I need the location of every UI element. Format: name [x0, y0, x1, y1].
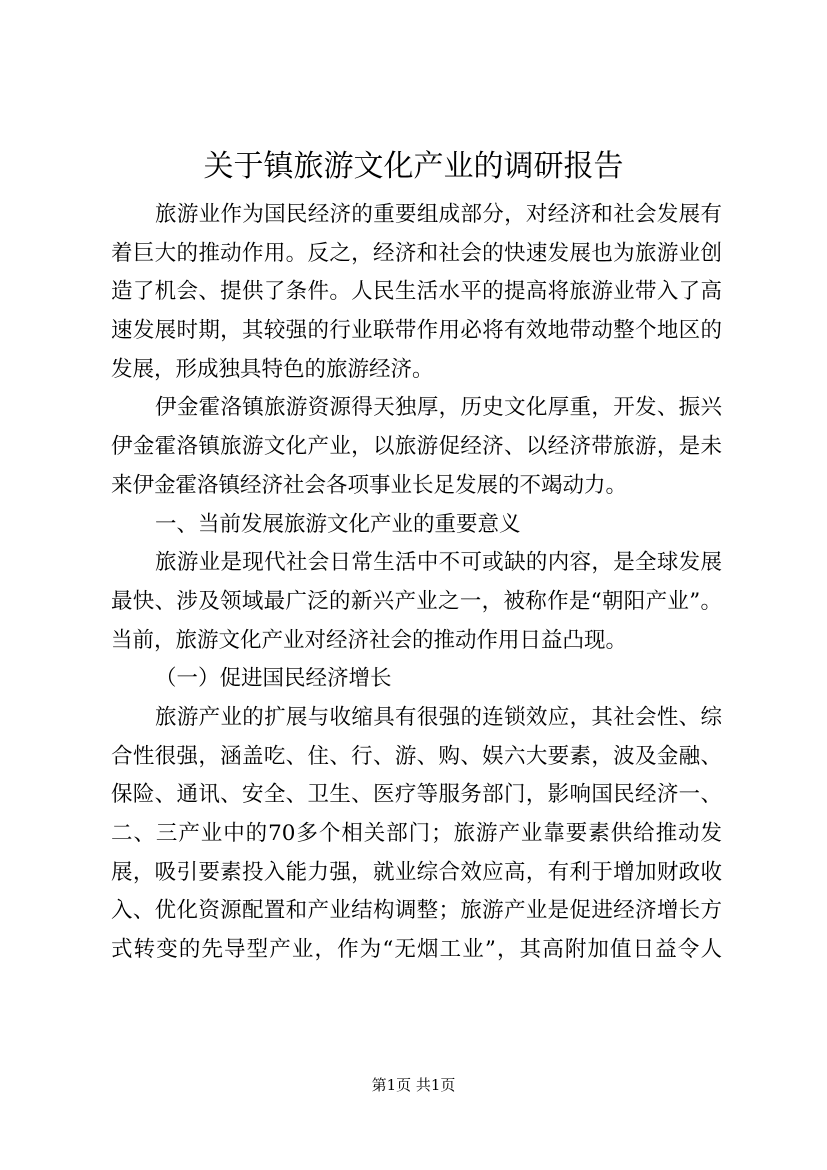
text-line: 式转变的先导型产业，作为“无烟工业”，其高附加值日益令人: [111, 937, 722, 963]
text-line: 来伊金霍洛镇经济社会各项事业长足发展的不竭动力。: [111, 472, 628, 498]
text-line: 旅游产业的扩展与收缩具有很强的连锁效应，其社会性、综: [155, 704, 722, 730]
text-line: 入、优化资源配置和产业结构调整；旅游产业是促进经济增长方: [111, 898, 722, 924]
text-line: 一、当前发展旅游文化产业的重要意义: [155, 511, 521, 537]
text-line: 旅游业是现代社会日常生活中不可或缺的内容，是全球发展: [155, 550, 722, 576]
text-line: 速发展时期，其较强的行业联带作用必将有效地带动整个地区的: [111, 318, 722, 344]
text-line: 伊金霍洛镇旅游资源得天独厚，历史文化厚重，开发、振兴: [155, 395, 722, 421]
text-line: 展，吸引要素投入能力强，就业综合效应高，有利于增加财政收: [111, 859, 722, 885]
text-line: 伊金霍洛镇旅游文化产业，以旅游促经济、以经济带旅游，是未: [111, 434, 722, 460]
document-body: [111, 196, 722, 970]
text-line: （一）促进国民经济增长: [155, 666, 392, 692]
text-line: 最快、涉及领域最广泛的新兴产业之一，被称作是“朝阳产业”。: [111, 588, 722, 614]
text-line: 造了机会、提供了条件。人民生活水平的提高将旅游业带入了高: [111, 279, 722, 305]
text-line: 合性很强，涵盖吃、住、行、游、购、娱六大要素，波及金融、: [111, 743, 722, 769]
text-line: 发展，形成独具特色的旅游经济。: [111, 356, 434, 382]
text-line: 着巨大的推动作用。反之，经济和社会的快速发展也为旅游业创: [111, 240, 722, 266]
text-line: 旅游业作为国民经济的重要组成部分，对经济和社会发展有: [155, 202, 722, 227]
text-line: 二、三产业中的70多个相关部门；旅游产业靠要素供给推动发: [111, 821, 722, 846]
page-title: 关于镇旅游文化产业的调研报告: [203, 149, 624, 184]
page-footer: 第1页 共1页: [371, 1076, 456, 1094]
text-line: 保险、通讯、安全、卫生、医疗等服务部门，影响国民经济一、: [111, 782, 722, 808]
text-line: 当前，旅游文化产业对经济社会的推动作用日益凸现。: [111, 627, 628, 653]
